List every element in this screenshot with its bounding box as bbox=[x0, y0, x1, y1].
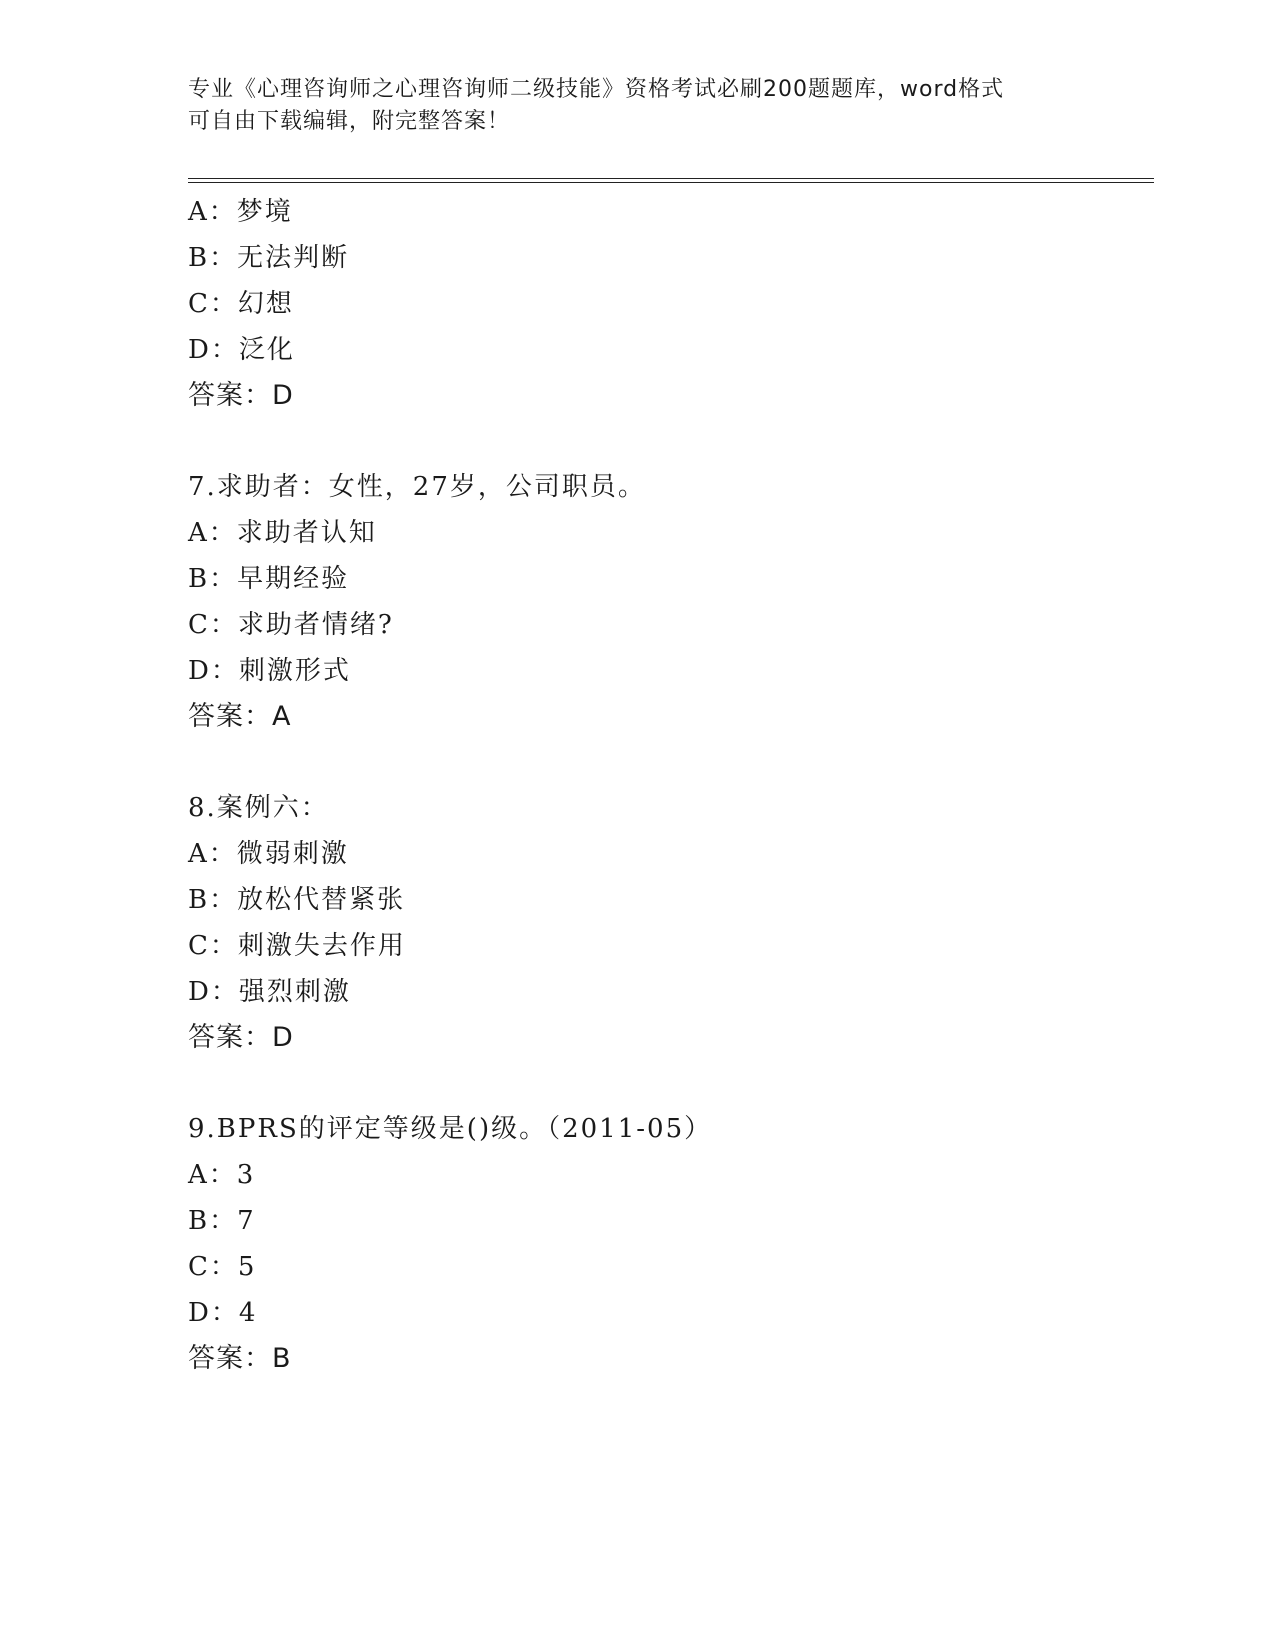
option-d: D：刺激形式 bbox=[188, 656, 351, 686]
option-c: C：5 bbox=[188, 1252, 257, 1282]
option-c: C：幻想 bbox=[188, 289, 294, 319]
block-spacer bbox=[188, 1061, 1148, 1106]
option-d: D：4 bbox=[188, 1298, 258, 1328]
option-d: D：泛化 bbox=[188, 335, 295, 365]
answer-line: 答案：A bbox=[188, 701, 292, 732]
option-b: B：无法判断 bbox=[188, 243, 350, 273]
question-text: 8.案例六： bbox=[188, 793, 329, 823]
document-header bbox=[188, 74, 1088, 138]
option-a: A：梦境 bbox=[188, 197, 293, 227]
option-a: A：微弱刺激 bbox=[188, 839, 349, 869]
option-a: A：求助者认知 bbox=[188, 518, 377, 548]
block-spacer bbox=[188, 419, 1148, 464]
question-text: 7.求助者：女性，27岁，公司职员。 bbox=[188, 472, 646, 502]
answer-line: 答案：B bbox=[188, 1343, 292, 1374]
question-block bbox=[188, 785, 1148, 1061]
question-block bbox=[188, 464, 1148, 740]
answer-line: 答案：D bbox=[188, 380, 294, 411]
question-text: 9.BPRS的评定等级是()级。（2011-05） bbox=[188, 1114, 713, 1144]
option-b: B：放松代替紧张 bbox=[188, 885, 406, 915]
question-block bbox=[188, 1106, 1148, 1382]
option-b: B：早期经验 bbox=[188, 564, 350, 594]
block-spacer bbox=[188, 740, 1148, 785]
option-a: A：3 bbox=[188, 1160, 256, 1190]
option-d: D：强烈刺激 bbox=[188, 977, 351, 1007]
answer-line: 答案：D bbox=[188, 1022, 294, 1053]
header-divider-top bbox=[188, 178, 1154, 179]
header-line-2: 可自由下载编辑，附完整答案！ bbox=[188, 109, 511, 134]
header-line-1: 专业《心理咨询师之心理咨询师二级技能》资格考试必刷200题题库，word格式 bbox=[188, 77, 1005, 102]
question-block bbox=[188, 189, 1148, 419]
option-c: C：求助者情绪? bbox=[188, 610, 394, 640]
option-c: C：刺激失去作用 bbox=[188, 931, 406, 961]
option-b: B：7 bbox=[188, 1206, 256, 1236]
question-list bbox=[188, 189, 1148, 1382]
header-divider-bottom bbox=[188, 182, 1154, 183]
